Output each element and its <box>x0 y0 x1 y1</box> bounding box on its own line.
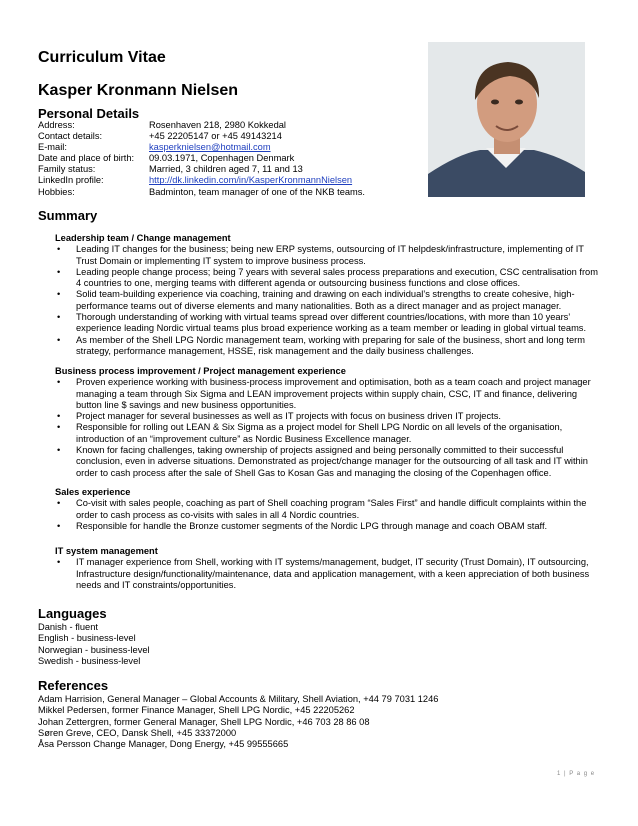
reference-item: Søren Greve, CEO, Dansk Shell, +45 33372000 <box>38 727 237 738</box>
reference-item: Mikkel Pedersen, former Finance Manager, Shell LPG Nordic, +45 22205262 <box>38 705 355 716</box>
language-item: Swedish - business-level <box>38 655 141 666</box>
references-list <box>38 694 438 750</box>
language-item: Norwegian - business-level <box>38 644 150 655</box>
bullet-icon: • <box>57 422 61 433</box>
summary-heading: Summary <box>38 208 98 223</box>
list-item: • Project manager for several businesses as well as IT projects with focus on business driven IT projects. <box>57 411 501 422</box>
languages-heading: Languages <box>38 606 107 621</box>
references-heading: References <box>38 678 109 693</box>
email-link[interactable]: kasperknielsen@hotmail.com <box>149 142 271 153</box>
detail-label: Contact details: <box>38 131 103 142</box>
bullet-icon: • <box>57 289 61 300</box>
detail-value: +45 22205147 or +45 49143214 <box>149 131 282 142</box>
detail-value: Married, 3 children aged 7, 11 and 13 <box>149 164 303 175</box>
detail-label: Hobbies: <box>38 186 75 197</box>
detail-row-birth <box>38 153 365 164</box>
detail-value: Badminton, team manager of one of the NKB teams. <box>149 186 366 197</box>
detail-row-address <box>38 120 365 131</box>
list-item: • As member of the Shell LPG Nordic management team, working with preparing for sale of the business, short and long term strategy, performance management, HSSE, risk management and the daily business challenges. <box>57 334 585 356</box>
summary-section-process <box>55 366 603 479</box>
section-title: Leadership team / Change management <box>55 233 231 243</box>
detail-row-hobbies <box>38 187 365 198</box>
list-item: • Co-visit with sales people, coaching as part of Shell coaching program “Sales First” and handle difficult complaints within the order to cash process as co-visits with sales in all 4 Nordic countries. <box>57 498 587 520</box>
page-number: 1 | P a g e <box>557 771 596 777</box>
detail-row-linkedin <box>38 175 365 186</box>
list-item: • Leading IT changes for the business; being new ERP systems, outsourcing of IT helpdesk/infrastructure, implementing of IT Trust Domain or implementing IT system to improve business process. <box>57 244 584 266</box>
detail-row-family <box>38 164 365 175</box>
list-item: • Thorough understanding of working with virtual teams spread over different countries/locations, with more than 10 years’ experience leading Nordic virtual teams plus broad experience working as a team member or leading in global virtual teams. <box>57 312 587 334</box>
language-item: English - business-level <box>38 633 136 644</box>
portrait-image <box>428 42 585 197</box>
list-item: • Known for facing challenges, taking ownership of projects assigned and being personally committed to their successful conclusion, even in adverse situations. Demonstrated as project/change manager for the outsourcing of all task and IT within order to cash process after the sale of Shell Gas to Kosan Gas and managing the closing of the Copenhagen office. <box>57 445 588 478</box>
bullet-icon: • <box>57 244 61 255</box>
linkedin-link[interactable]: http://dk.linkedin.com/in/KasperKronmannNielsen <box>149 175 353 186</box>
reference-item: Åsa Persson Change Manager, Dong Energy, +45 99555665 <box>38 739 289 750</box>
list-item: • Responsible for rolling out LEAN & Six Sigma as a project model for Shell LPG Nordic on all levels of the organisation, introduction of an “improvement culture” as Nordic Business Excellence manager. <box>57 422 563 444</box>
summary-section-leadership <box>55 233 603 357</box>
list-item: • Leading people change process; being 7 years with several sales process preparations and execution, CSC centralisation from 4 countries to one, merging teams with different agenda or outsourcing business functions and close offices. <box>57 266 598 289</box>
list-item: • Solid team-building experience via coaching, training and drawing on each individual’s strengths to create cohesive, high-performance teams out of diverse elements and many nationalities. Both as a direct manager and as project manager. <box>57 289 575 311</box>
bullet-icon: • <box>57 520 61 531</box>
section-title: Sales experience <box>55 487 131 497</box>
bullet-icon: • <box>57 445 61 456</box>
detail-row-contact <box>38 131 365 142</box>
summary-section-it <box>55 546 603 591</box>
detail-value: Rosenhaven 218, 2980 Kokkedal <box>149 120 286 130</box>
personal-details-list <box>38 120 365 198</box>
detail-row-email <box>38 142 365 153</box>
list-item: • Proven experience working with business-process improvement and optimisation, both as a team coach and project manager managing a team through Six Sigma and LEAN improvement projects within supply chain, CSC, IT and finance, delivering button line $ savings and new business opportunities. <box>57 377 591 410</box>
detail-label: Address: <box>38 120 75 130</box>
reference-item: Johan Zettergren, former General Manager, Shell LPG Nordic, +46 703 28 86 08 <box>38 716 370 727</box>
section-title: Business process improvement / Project management experience <box>55 366 346 376</box>
bullet-icon: • <box>57 498 61 509</box>
detail-label: Family status: <box>38 164 96 175</box>
bullet-icon: • <box>57 312 61 323</box>
profile-photo <box>428 42 585 197</box>
list-item: • Responsible for handle the Bronze customer segments of the Nordic LPG through manage and coach OBAM staff. <box>57 520 548 531</box>
summary-section-sales <box>55 487 603 532</box>
detail-label: Date and place of birth: <box>38 153 135 164</box>
reference-item: Adam Harrision, General Manager – Global Accounts & Military, Shell Aviation, +44 79 7031 1246 <box>38 694 439 704</box>
list-item: • IT manager experience from Shell, working with IT systems/management, budget, IT security (Trust Domain), IT outsourcing, Infrastructure design/functionality/maintenance, data and application management, with a keen appreciation of both business needs and IT constraints/opportunities. <box>57 557 590 590</box>
candidate-name: Kasper Kronmann Nielsen <box>38 82 239 99</box>
bullet-icon: • <box>57 557 61 568</box>
personal-details-heading: Personal Details <box>38 106 140 121</box>
section-title: IT system management <box>55 546 158 556</box>
detail-label: E-mail: <box>38 142 67 153</box>
bullet-icon: • <box>57 411 61 422</box>
doc-title: Curriculum Vitae <box>38 49 166 66</box>
bullet-icon: • <box>57 334 61 345</box>
bullet-icon: • <box>57 377 61 388</box>
detail-value: 09.03.1971, Copenhagen Denmark <box>149 153 295 164</box>
language-item: Danish - fluent <box>38 622 98 632</box>
bullet-icon: • <box>57 266 61 277</box>
detail-label: LinkedIn profile: <box>38 175 104 186</box>
languages-list <box>38 622 150 667</box>
